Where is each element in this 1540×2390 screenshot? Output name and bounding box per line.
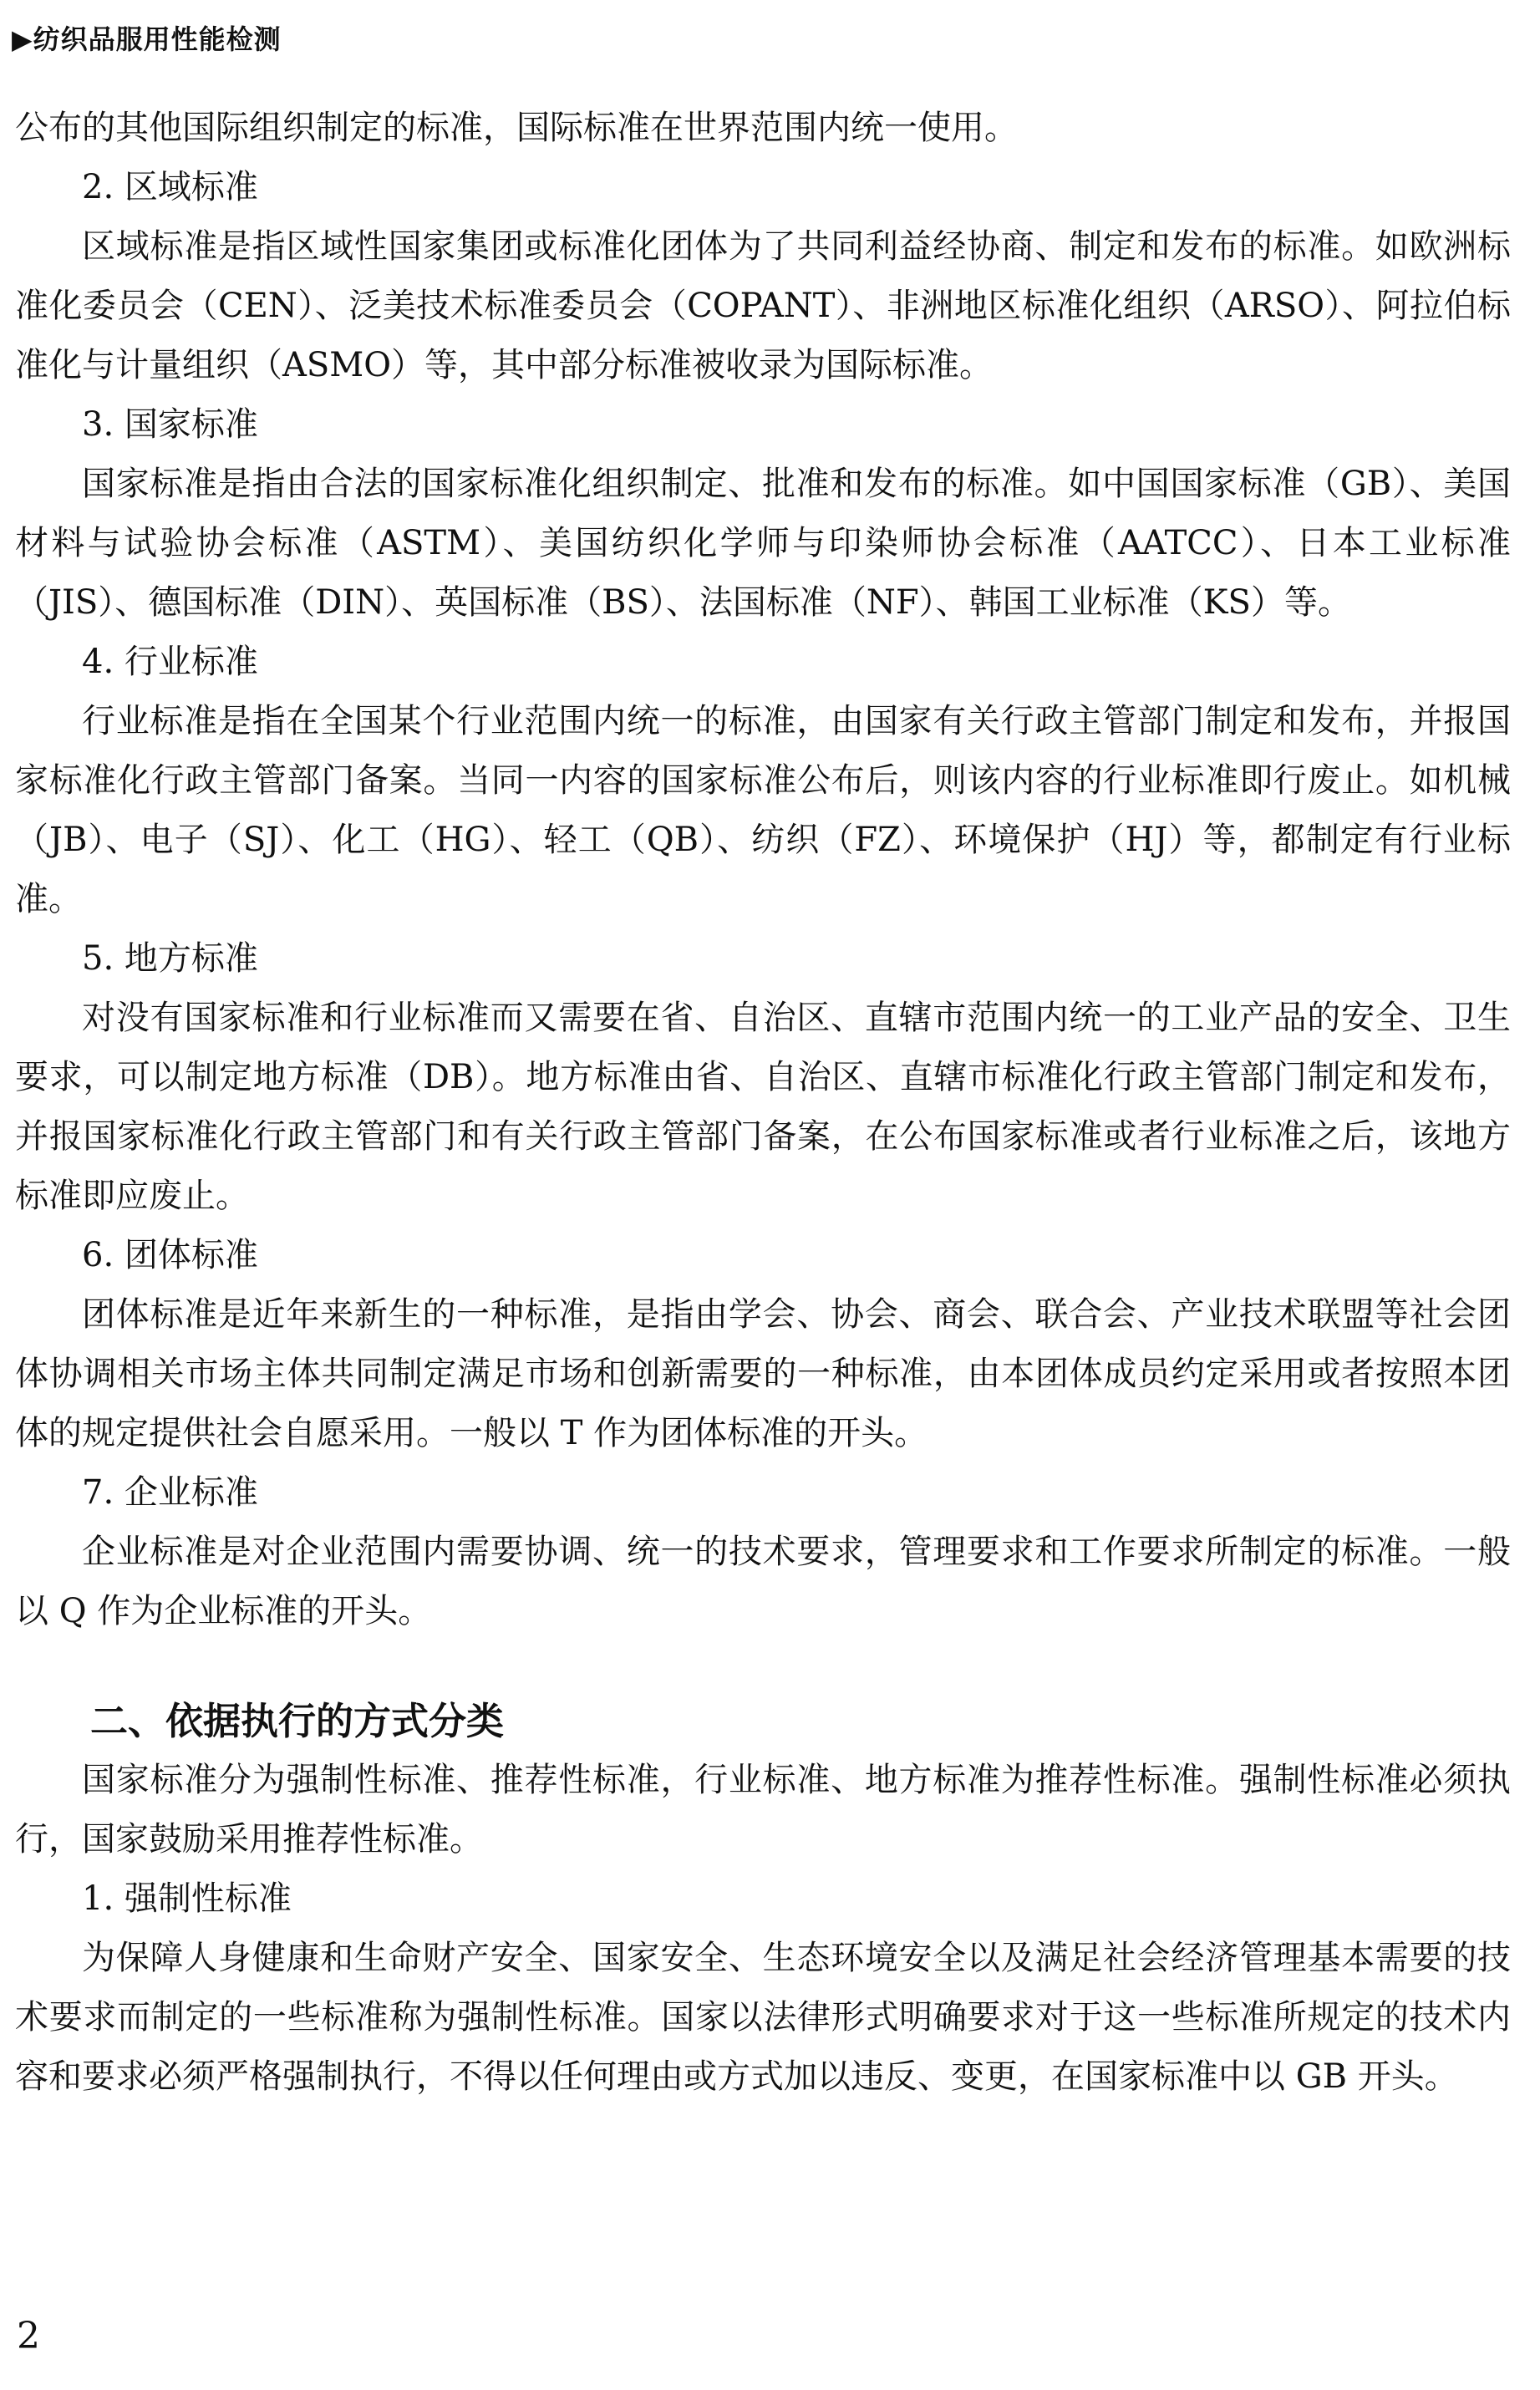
paragraph-regional-standard: 区域标准是指区域性国家集团或标准化团体为了共同利益经协商、制定和发布的标准。如欧洲标准化委员会（CEN）、泛美技术标准委员会（COPANT）、非洲地区标准化组织（ARSO）、阿拉伯标准化与计量组织（ASMO）等，其中部分标准被收录为国际标准。 <box>15 227 1511 384</box>
subheading-mandatory-standard: 1. 强制性标准 <box>82 1879 292 1918</box>
paragraph-continuation: 公布的其他国际组织制定的标准，国际标准在世界范围内统一使用。 <box>15 109 1018 147</box>
paragraph-enterprise-standard: 企业标准是对企业范围内需要协调、统一的技术要求，管理要求和工作要求所制定的标准。一般以 Q 作为企业标准的开头。 <box>15 1533 1511 1630</box>
paragraph-industry-standard: 行业标准是指在全国某个行业范围内统一的标准，由国家有关行政主管部门制定和发布，并报国家标准化行政主管部门备案。当同一内容的国家标准公布后，则该内容的行业标准即行废止。如机械（JB）、电子（SJ）、化工（HG）、轻工（QB）、纺织（FZ）、环境保护（HJ）等，都制定有行业标准。 <box>15 702 1511 918</box>
subheading-regional-standard: 2. 区域标准 <box>82 168 258 206</box>
section-heading-execution: 二、依据执行的方式分类 <box>90 1699 505 1743</box>
paragraph-local-standard: 对没有国家标准和行业标准而又需要在省、自治区、直辖市范围内统一的工业产品的安全、卫生要求，可以制定地方标准（DB）。地方标准由省、自治区、直辖市标准化行政主管部门制定和发布，并报国家标准化行政主管部门和有关行政主管部门备案，在公布国家标准或者行业标准之后，该地方标准即应废止。 <box>15 999 1511 1215</box>
paragraph-execution-intro: 国家标准分为强制性标准、推荐性标准，行业标准、地方标准为推荐性标准。强制性标准必须执行，国家鼓励采用推荐性标准。 <box>15 1761 1511 1859</box>
running-header: ▶纺织品服用性能检测 <box>12 23 282 55</box>
paragraph-group-standard: 团体标准是近年来新生的一种标准，是指由学会、协会、商会、联合会、产业技术联盟等社会团体协调相关市场主体共同制定满足市场和创新需要的一种标准，由本团体成员约定采用或者按照本团体的规定提供社会自愿采用。一般以 T 作为团体标准的开头。 <box>15 1295 1511 1452</box>
subheading-group-standard: 6. 团体标准 <box>82 1236 258 1274</box>
page-number: 2 <box>17 2315 40 2357</box>
subheading-national-standard: 3. 国家标准 <box>82 405 258 444</box>
page-body <box>15 99 1511 2107</box>
subheading-local-standard: 5. 地方标准 <box>82 939 258 978</box>
paragraph-mandatory-standard: 为保障人身健康和生命财产安全、国家安全、生态环境安全以及满足社会经济管理基本需要的技术要求而制定的一些标准称为强制性标准。国家以法律形式明确要求对于这一些标准所规定的技术内容和要求必须严格强制执行，不得以任何理由或方式加以违反、变更，在国家标准中以 GB 开头。 <box>15 1939 1511 2096</box>
paragraph-national-standard: 国家标准是指由合法的国家标准化组织制定、批准和发布的标准。如中国国家标准（GB）、美国材料与试验协会标准（ASTM）、美国纺织化学师与印染师协会标准（AATCC）、日本工业标准（JIS）、德国标准（DIN）、英国标准（BS）、法国标准（NF）、韩国工业标准（KS）等。 <box>15 465 1511 622</box>
subheading-industry-standard: 4. 行业标准 <box>82 643 258 681</box>
subheading-enterprise-standard: 7. 企业标准 <box>82 1473 258 1512</box>
